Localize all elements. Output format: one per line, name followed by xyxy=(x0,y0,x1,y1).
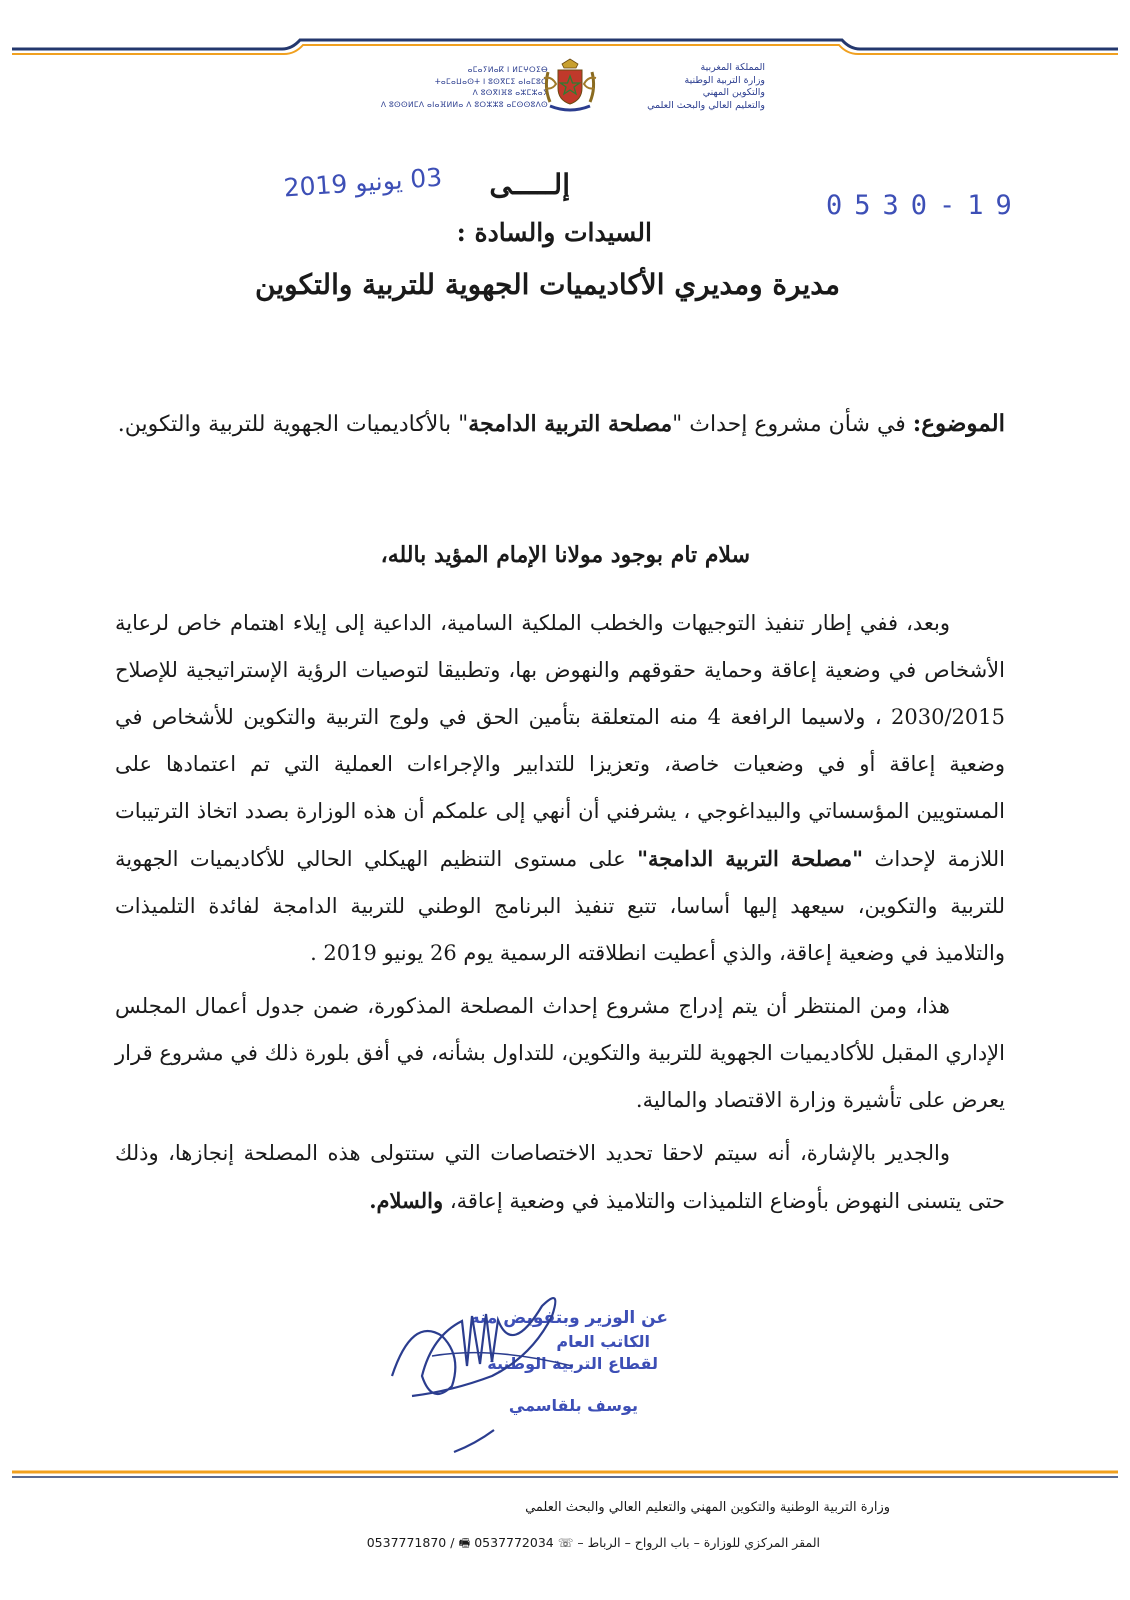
footer-ministry-name: وزارة التربية الوطنية والتكوين المهني والتعليم العالي والبحث العلمي xyxy=(525,1500,890,1515)
body-paragraph-1 xyxy=(115,600,1005,977)
header-tifinagh-line: ⴷ ⵓⵙⵙⵍⵎⴷ ⴰⵏⴰⴼⵍⵍⴰ ⴷ ⵓⵔⵣⵣⵓ ⴰⵎⵙⵙⵓⴷⵙ xyxy=(380,99,548,109)
body-paragraph-2: هذا، ومن المنتظر أن يتم إدراج مشروع إحداث المصلحة المذكورة، ضمن جدول أعمال المجلس الإداري المقبل للأكاديميات الجهوية للتربية والتكوين، للتداول بشأنه، في أفق بلورة ذلك في مشروع قرار يعرض على تأشيرة وزارة الاقتصاد والمالية. xyxy=(115,994,1005,1112)
footer-decorative-rule xyxy=(12,1466,1118,1486)
initial-mark xyxy=(450,1420,500,1460)
footer-address: المقر المركزي للوزارة – باب الرواح – الرباط – xyxy=(577,1535,820,1550)
signature-line-2: الكاتب العام xyxy=(556,1332,650,1351)
ministry-header-tifinagh xyxy=(348,64,548,110)
footer-contact: المقر المركزي للوزارة – باب الرواح – الرباط – ☏ 0537771870 / 🖷 0537772034 xyxy=(366,1535,820,1550)
date-stamp-text: 03 يونيو 2019 xyxy=(282,162,444,203)
closing-salam: والسلام. xyxy=(369,1188,444,1213)
footer-fax: 0537772034 xyxy=(474,1535,554,1550)
phone-icon: ☏ xyxy=(557,1535,574,1550)
letter-body xyxy=(115,600,1005,1225)
header-arabic-line: المملكة المغربية xyxy=(700,62,765,73)
body-text: والجدير بالإشارة، أنه سيتم لاحقا تحديد الاختصاصات التي ستتولى هذه المصلحة إنجازها، وذلك حتى يتسنى النهوض بأوضاع التلميذات والتلاميذ في وضعية إعاقة، xyxy=(115,1141,1005,1213)
header-arabic-line: والتعليم العالي والبحث العلمي xyxy=(647,99,765,111)
signature-line-1: عن الوزير وبتفويض منه xyxy=(469,1308,668,1328)
signature-line-3: لقطاع التربية الوطنية xyxy=(487,1354,658,1373)
header-arabic-line: والتكوين المهني xyxy=(702,87,765,98)
body-text: على مستوى التنظيم الهيكلي الحالي للأكاديميات الجهوية للتربية والتكوين، سيعهد إليها أساسا، تتبع تنفيذ البرنامج الوطني للتربية الدامجة لفائدة التلميذات والتلاميذ في وضعية إعاقة، والذي أعطيت انطلاقته الرسمية يوم 26 يونيو 2019 . xyxy=(115,847,1005,965)
fax-icon: 🖷 xyxy=(458,1535,471,1550)
handwritten-signature xyxy=(372,1276,622,1426)
subject-text-after: " بالأكاديميات الجهوية للتربية والتكوين. xyxy=(117,412,469,437)
header-tifinagh-line: ⴰⵎⴰⵢⵍⴰⴽ ⵏ ⵍⵎⵖⵔⵉⴱ xyxy=(467,65,548,74)
date-stamp xyxy=(122,162,444,220)
body-bold-text: "مصلحة التربية الدامجة" xyxy=(637,846,864,871)
subject-line xyxy=(118,410,1005,437)
body-paragraph-3 xyxy=(115,1130,1005,1225)
subject-label: الموضوع: xyxy=(912,410,1005,437)
addressee-to: إلـــــى xyxy=(489,168,570,201)
coat-of-arms-emblem xyxy=(540,58,600,114)
signatory-name: يوسف بلقاسمي xyxy=(508,1396,638,1415)
body-text: وبعد، ففي إطار تنفيذ التوجيهات والخطب الملكية السامية، الداعية إلى إيلاء اهتمام خاص لرعاية الأشخاص في وضعية إعاقة وحماية حقوقهم والنهوض بها، وتطبيقا لتوصيات الرؤية الإستراتيجية للإصلاح 2030/2015 ، ولاسيما الرافعة 4 منه المتعلقة بتأمين الحق في ولوج التربية والتكوين للأشخاص في وضعية إعاقة أو في وضعيات خاصة، وتعزيزا للتدابير والإجراءات العملية التي تم اعتمادها على المستويين المؤسساتي والبيداغوجي ، يشرفني أن أنهي إلى علمكم أن هذه الوزارة بصدد اتخاذ الترتيبات اللازمة لإحداث xyxy=(115,611,1005,871)
footer-phone: 0537771870 xyxy=(366,1535,447,1550)
subject-service-name: مصلحة التربية الدامجة xyxy=(468,411,673,437)
recipients: مديرة ومديري الأكاديميات الجهوية للتربية والتكوين xyxy=(255,268,840,301)
greeting: سلام تام بوجود مولانا الإمام المؤيد بالله، xyxy=(380,542,750,568)
header-tifinagh-line: ⴷ ⵓⵙⴳⵏⴼⵓ ⴰⵣⵎⵣⴰⵢ xyxy=(472,88,548,97)
reference-number-stamp: 0530-19 xyxy=(826,190,1024,221)
subject-text-before: في شأن مشروع إحداث " xyxy=(672,412,906,437)
header-tifinagh-line: ⵜⴰⵎⴰⵡⴰⵙⵜ ⵏ ⵓⵙⴳⵎⵉ ⴰⵏⴰⵎⵓⵔ xyxy=(434,76,548,86)
header-arabic-line: وزارة التربية الوطنية xyxy=(684,74,765,86)
salutation: السيدات والسادة : xyxy=(456,218,652,247)
